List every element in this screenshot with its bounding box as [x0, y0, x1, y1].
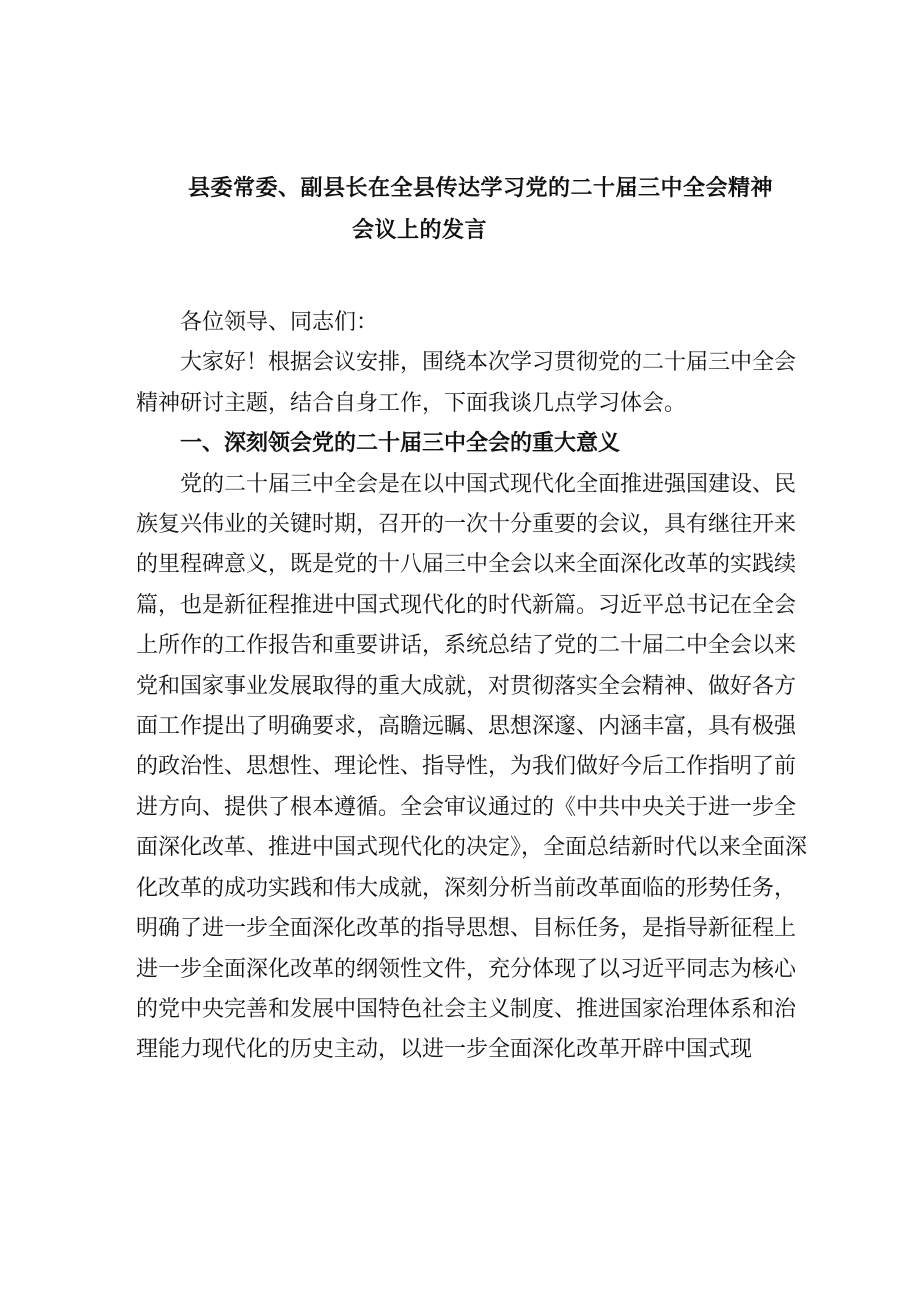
document-title	[188, 168, 808, 252]
section-heading-1: 一、深刻领会党的二十届三中全会的重大意义	[180, 431, 621, 457]
salutation: 各位领导、同志们：	[180, 310, 379, 335]
document-body	[136, 303, 812, 1071]
intro-paragraph: 大家好！根据会议安排，围绕本次学习贯彻党的二十届三中全会精神研讨主题，结合自身工作，下面我谈几点学习体会。	[136, 350, 797, 416]
title-line-1: 县委常委、副县长在全县传达学习党的二十届三中全会精神	[188, 176, 774, 201]
body-paragraph-1: 党的二十届三中全会是在以中国式现代化全面推进强国建设、民族复兴伟业的关键时期，召开的一次十分重要的会议，具有继往开来的里程碑意义，既是党的十八届三中全会以来全面深化改革的实践续篇，也是新征程推进中国式现代化的时代新篇。习近平总书记在全会上所作的工作报告和重要讲话，系统总结了党的二十届二中全会以来党和国家事业发展取得的重大成就，对贯彻落实全会精神、做好各方面工作提出了明确要求，高瞻远瞩、思想深邃、内涵丰富，具有极强的政治性、思想性、理论性、指导性，为我们做好今后工作指明了前进方向、提供了根本遵循。全会审议通过的《中共中央关于进一步全面深化改革、推进中国式现代化的决定》，全面总结新时代以来全面深化改革的成功实践和伟大成就，深刻分析当前改革面临的形势任务，明确了进一步全面深化改革的指导思想、目标任务，是指导新征程上进一步全面深化改革的纲领性文件，充分体现了以习近平同志为核心的党中央完善和发展中国特色社会主义制度、推进国家治理体系和治理能力现代化的历史主动，以进一步全面深化改革开辟中国式现	[136, 471, 808, 1063]
title-line-2: 会议上的发言	[352, 218, 488, 243]
